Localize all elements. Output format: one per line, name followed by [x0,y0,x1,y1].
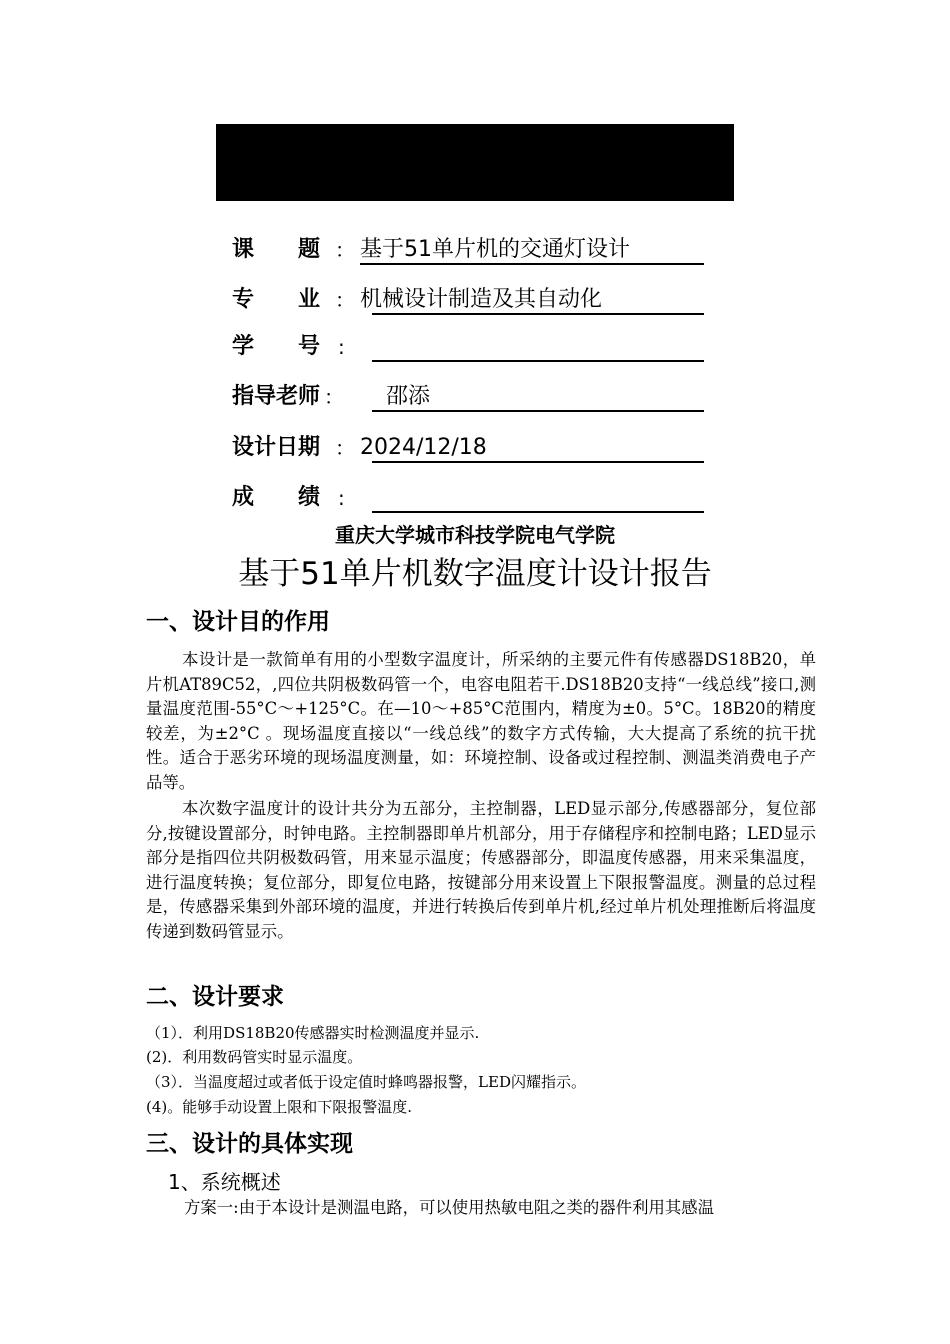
field-design-date-label: 设计日期 [232,435,321,460]
field-advisor-colon: ： [324,385,344,409]
field-topic-label: 课 题 [232,237,321,262]
field-topic-colon: ： [335,238,355,262]
field-major [232,281,704,315]
field-advisor-label: 指导老师 [232,384,321,409]
field-major-underline [372,313,704,315]
field-student-id-underline [372,360,704,362]
field-grade-underline [372,511,704,513]
field-student-id-colon: : [338,335,345,359]
field-major-value: 机械设计制造及其自动化 [360,287,603,312]
field-student-id-label: 学 号 [232,334,321,359]
field-major-label: 专 业 [232,287,321,312]
report-title: 基于51单片机数字温度计设计报告 [238,556,712,592]
field-student-id [232,328,704,362]
field-design-date-value: 2024/12/18 [360,435,487,460]
section-1-paragraph-2: 本次数字温度计的设计共分为五部分，主控制器，LED显示部分,传感器部分，复位部分,按键设置部分，时钟电路。主控制器即单片机部分，用于存储程序和控制电路；LED显示部分是指四位共阴极数码管，用来显示温度；传感器部分，即温度传感器，用来采集温度，进行温度转换；复位部分，即复位电路，按键部分用来设置上下限报警温度。测量的总过程是，传感器采集到外部环境的温度，并进行转换后传到单片机,经过单片机处理推断后将温度传递到数码管显示。 [146,799,816,941]
field-grade-colon: : [338,486,345,510]
plan-one-text: 方案一:由于本设计是测温电路，可以使用热敏电阻之类的器件利用其感温 [184,1198,715,1217]
field-advisor-underline [372,410,704,412]
field-design-date-colon: ： [335,436,355,460]
requirement-item: （3）．当温度超过或者低于设定值时蜂鸣器报警，LED闪耀指示。 [146,1073,586,1091]
requirement-item: （1）．利用DS18B20传感器实时检测温度并显示. [146,1024,480,1042]
field-design-date-underline [372,461,704,463]
section-1-heading: 一、设计目的作用 [146,609,330,635]
field-advisor [232,378,704,412]
subsection-system-overview: 1、系统概述 [168,1170,281,1194]
field-grade [232,479,704,513]
field-advisor-value: 邵添 [386,384,431,409]
section-3-heading: 三、设计的具体实现 [146,1131,353,1157]
field-topic-underline [360,263,704,265]
requirement-item: (4)。能够手动设置上限和下限报警温度. [146,1098,413,1116]
college-name: 重庆大学城市科技学院电气学院 [335,523,615,547]
field-topic [232,231,704,265]
requirement-item: (2)．利用数码管实时显示温度。 [146,1048,363,1066]
field-major-colon: ： [335,288,355,312]
section-1-paragraph-1: 本设计是一款简单有用的小型数字温度计，所采纳的主要元件有传感器DS18B20，单片机AT89C52，,四位共阴极数码管一个，电容电阻若干.DS18B20支持“一线总线”接口,测量温度范围-55°C～+125°C。在—10～+85°C范围内，精度为±0。5°C。18B20的精度较差，为±2°C 。现场温度直接以“一线总线”的数字方式传输，大大提高了系统的抗干扰性。适合于恶劣环境的现场温度测量，如：环境控制、设备或过程控制、测温类消费电子产品等。 [146,650,816,792]
redacted-block [216,124,734,201]
field-grade-label: 成 绩 [232,485,321,510]
section-2-heading: 二、设计要求 [146,984,284,1010]
field-design-date [232,429,704,463]
field-topic-value: 基于51单片机的交通灯设计 [360,237,630,262]
